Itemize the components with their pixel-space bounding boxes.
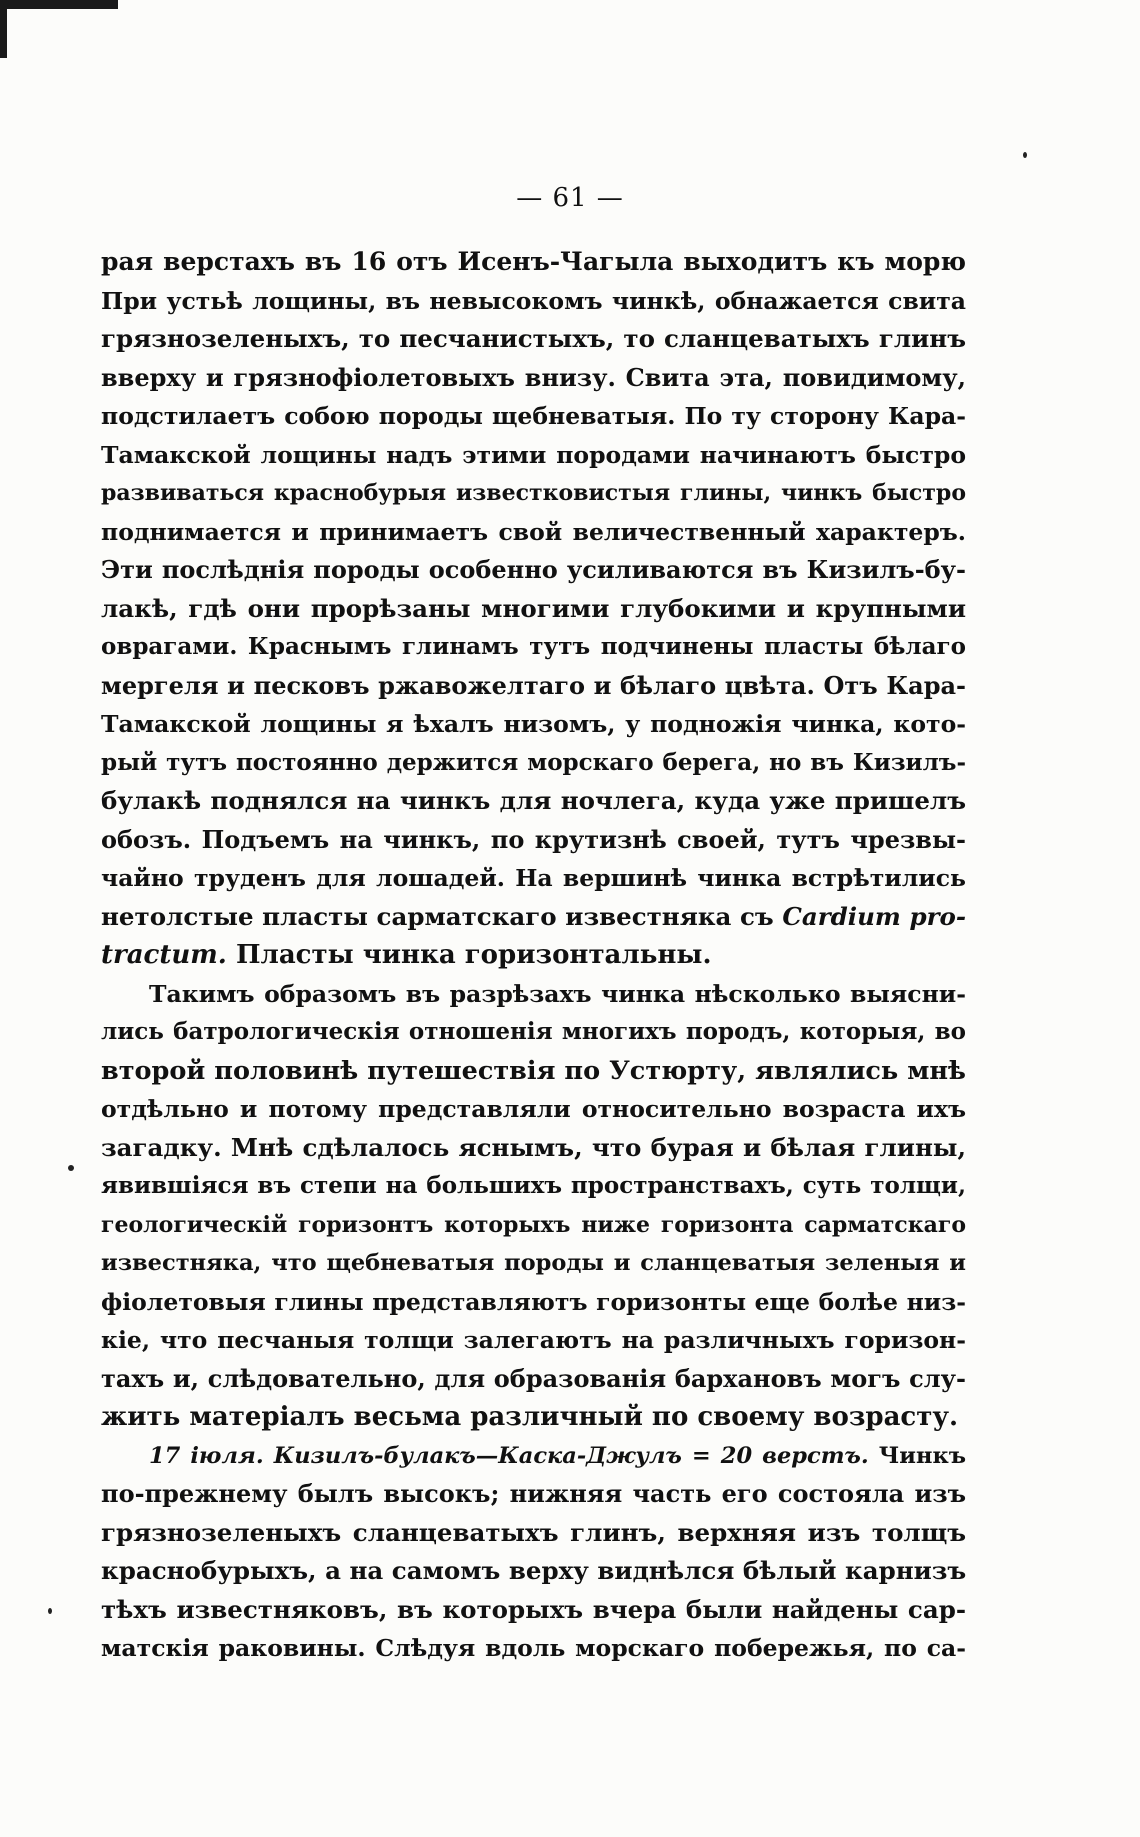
text-line: Эти послѣднія породы особенно усиливаются въ Кизилъ-бу- <box>101 555 966 584</box>
scan-speck <box>48 1608 52 1614</box>
text-line: жить матеріалъ весьма различный по своему возрасту. <box>101 1402 959 1432</box>
text-line: Тамакской лощины я ѣхалъ низомъ, у подножія чинка, кото- <box>101 710 966 738</box>
text-line: кіе, что песчаныя толщи залегаютъ на различныхъ горизон- <box>101 1326 966 1354</box>
text-line <box>101 1437 966 1476</box>
text-line: тѣхъ известняковъ, въ которыхъ вчера были найдены сар- <box>101 1594 966 1624</box>
text-line: Тамакской лощины надъ этими породами начинаютъ быстро <box>101 440 966 469</box>
text-line: известняка, что щебневатыя породы и сланцеватыя зеленыя и <box>101 1250 966 1276</box>
text-line: второй половинѣ путешествія по Устюрту, являлись мнѣ <box>101 1055 966 1086</box>
text-line: мергеля и песковъ ржавожелтаго и бѣлаго цвѣта. Отъ Кара- <box>101 670 966 700</box>
text-line: явившіяся въ степи на большихъ пространствахъ, суть толщи, <box>101 1172 966 1199</box>
text-line: по-прежнему былъ высокъ; нижняя часть его состояла изъ <box>101 1479 966 1508</box>
body-text <box>101 243 966 1668</box>
page-number: — 61 — <box>516 183 624 213</box>
text-span: Чинкъ <box>878 1442 966 1469</box>
text-line: матскія раковины. Слѣдуя вдоль морскаго побережья, по са- <box>101 1634 966 1662</box>
text-line: булакѣ поднялся на чинкъ для ночлега, куда уже пришелъ <box>101 786 966 815</box>
text-line: Такимъ образомъ въ разрѣзахъ чинка нѣсколько выясни- <box>149 979 966 1008</box>
text-span: Пласты чинка горизонтальны. <box>235 940 712 970</box>
text-line: геологическій горизонтъ которыхъ ниже горизонта сарматскаго <box>101 1211 966 1238</box>
text-line: лакѣ, гдѣ они прорѣзаны многими глубокими и крупными <box>101 593 966 623</box>
species-name: Cardium pro- <box>782 901 966 931</box>
text-line: лись батрологическія отношенія многихъ породъ, которыя, во <box>101 1018 966 1045</box>
text-line: оврагами. Краснымъ глинамъ тутъ подчинены пласты бѣлаго <box>101 633 966 660</box>
text-line: отдѣльно и потому представляли относительно возраста ихъ <box>101 1095 966 1123</box>
text-line: краснобурыхъ, а на самомъ верху виднѣлся бѣлый карнизъ <box>101 1556 966 1585</box>
text-line: поднимается и принимаетъ свой величественный характеръ. <box>101 517 966 546</box>
scan-speck <box>1023 152 1027 158</box>
text-line: обозъ. Подъемъ на чинкъ, по крутизнѣ своей, тутъ чрезвы- <box>101 824 966 854</box>
text-line: вверху и грязнофіолетовыхъ внизу. Свита эта, повидимому, <box>101 362 966 392</box>
text-line <box>101 936 966 975</box>
text-line: рая верстахъ въ 16 отъ Исенъ-Чагыла выходитъ къ морю <box>101 247 966 276</box>
species-name-continued: tractum. <box>101 940 227 970</box>
text-line: тахъ и, слѣдовательно, для образованія бархановъ могъ слу- <box>101 1363 966 1393</box>
text-span: нетолстые пласты сарматскаго известняка съ <box>101 901 774 931</box>
scan-edge-mark-vertical <box>0 0 7 58</box>
text-line: чайно труденъ для лошадей. На вершинѣ чинка встрѣтились <box>101 864 966 892</box>
text-line <box>101 898 966 937</box>
text-line: фіолетовыя глины представляютъ горизонты еще болѣе низ- <box>101 1287 966 1316</box>
text-line: рый тутъ постоянно держится морскаго берега, но въ Кизилъ- <box>101 748 966 776</box>
text-line: подстилаетъ собою породы щебневатыя. По ту сторону Кара- <box>101 402 966 430</box>
text-line: При устьѣ лощины, въ невысокомъ чинкѣ, обнажается свита <box>101 286 966 315</box>
text-line: грязнозеленыхъ сланцеватыхъ глинъ, верхняя изъ толщъ <box>101 1517 966 1547</box>
text-line: развиваться краснобурыя известковистыя глины, чинкъ быстро <box>101 480 966 506</box>
text-line: грязнозеленыхъ, то песчанистыхъ, то сланцеватыхъ глинъ <box>101 324 966 353</box>
scan-speck <box>68 1165 74 1171</box>
scan-edge-mark <box>0 0 118 9</box>
text-line: загадку. Мнѣ сдѣлалось яснымъ, что бурая и бѣлая глины, <box>101 1132 966 1162</box>
date-heading: 17 іюля. Кизилъ-булакъ—Каска-Джулъ = 20 верстъ. <box>149 1442 869 1469</box>
